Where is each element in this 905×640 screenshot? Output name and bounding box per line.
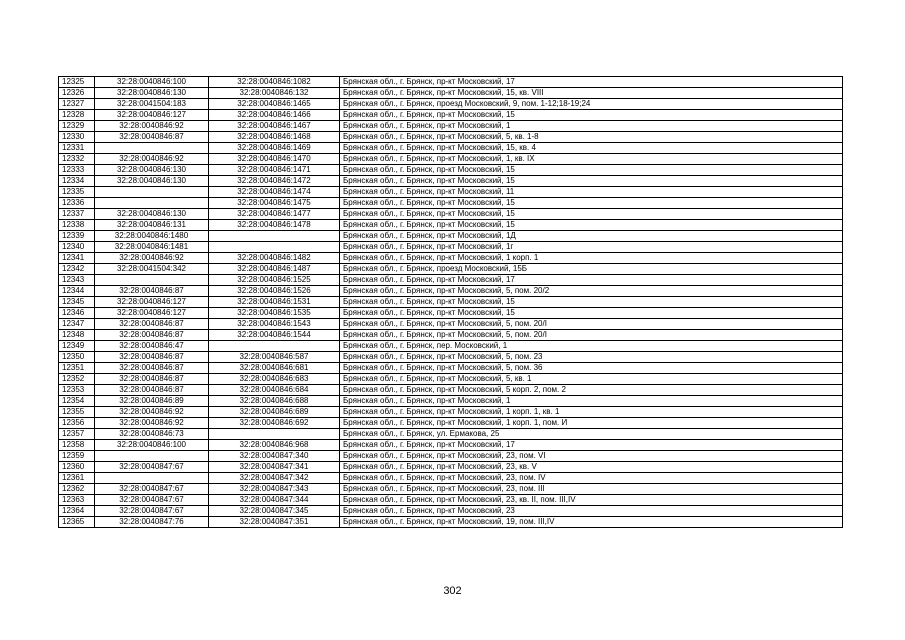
table-row	[59, 198, 843, 209]
parcel-number-cell: 32:28:0041504:342	[95, 264, 209, 275]
row-number-cell: 12345	[59, 297, 95, 308]
address-cell: Брянская обл., г. Брянск, пр-кт Московский, 23, кв. V	[340, 462, 843, 473]
address-cell: Брянская обл., г. Брянск, пр-кт Московский, 5, кв. 1-8	[340, 132, 843, 143]
table-row	[59, 385, 843, 396]
address-cell: Брянская обл., г. Брянск, пр-кт Московский, 15	[340, 209, 843, 220]
object-number-cell: 32:28:0040846:1469	[209, 143, 340, 154]
table-row	[59, 187, 843, 198]
address-cell: Брянская обл., г. Брянск, пр-кт Московский, 1	[340, 396, 843, 407]
address-cell: Брянская обл., г. Брянск, пр-кт Московский, 5, пом. 20/2	[340, 286, 843, 297]
object-number-cell: 32:28:0040846:1082	[209, 77, 340, 88]
address-cell: Брянская обл., г. Брянск, пр-кт Московский, 23, пом. III	[340, 484, 843, 495]
table-row	[59, 495, 843, 506]
parcel-number-cell: 32:28:0040846:1481	[95, 242, 209, 253]
table-row	[59, 121, 843, 132]
parcel-number-cell: 32:28:0041504:183	[95, 99, 209, 110]
address-cell: Брянская обл., г. Брянск, пр-кт Московский, 1, кв. IX	[340, 154, 843, 165]
object-number-cell: 32:28:0040846:1478	[209, 220, 340, 231]
table-row	[59, 319, 843, 330]
row-number-cell: 12348	[59, 330, 95, 341]
cadastral-table-body	[59, 77, 843, 528]
table-row	[59, 165, 843, 176]
parcel-number-cell: 32:28:0040846:73	[95, 429, 209, 440]
address-cell: Брянская обл., г. Брянск, проезд Московский, 15Б	[340, 264, 843, 275]
row-number-cell: 12326	[59, 88, 95, 99]
parcel-number-cell: 32:28:0040846:87	[95, 319, 209, 330]
address-cell: Брянская обл., г. Брянск, пр-кт Московский, 5, пом. 20/I	[340, 330, 843, 341]
address-cell: Брянская обл., г. Брянск, пр-кт Московский, 15, кв. 4	[340, 143, 843, 154]
row-number-cell: 12328	[59, 110, 95, 121]
parcel-number-cell: 32:28:0040846:47	[95, 341, 209, 352]
parcel-number-cell: 32:28:0040846:87	[95, 385, 209, 396]
address-cell: Брянская обл., г. Брянск, пр-кт Московский, 15	[340, 308, 843, 319]
parcel-number-cell: 32:28:0040846:130	[95, 165, 209, 176]
object-number-cell: 32:28:0040846:1525	[209, 275, 340, 286]
row-number-cell: 12331	[59, 143, 95, 154]
address-cell: Брянская обл., г. Брянск, пр-кт Московский, 1 корп. 1, пом. И	[340, 418, 843, 429]
address-cell: Брянская обл., г. Брянск, пр-кт Московский, 5, пом. 36	[340, 363, 843, 374]
table-row	[59, 176, 843, 187]
parcel-number-cell: 32:28:0040846:87	[95, 374, 209, 385]
row-number-cell: 12329	[59, 121, 95, 132]
object-number-cell: 32:28:0040846:1477	[209, 209, 340, 220]
parcel-number-cell: 32:28:0040846:130	[95, 176, 209, 187]
parcel-number-cell: 32:28:0040846:100	[95, 440, 209, 451]
object-number-cell: 32:28:0040846:587	[209, 352, 340, 363]
row-number-cell: 12325	[59, 77, 95, 88]
parcel-number-cell: 32:28:0040846:92	[95, 407, 209, 418]
parcel-number-cell: 32:28:0040846:89	[95, 396, 209, 407]
object-number-cell	[209, 231, 340, 242]
address-cell: Брянская обл., г. Брянск, пр-кт Московский, 15	[340, 110, 843, 121]
row-number-cell: 12333	[59, 165, 95, 176]
object-number-cell: 32:28:0040847:343	[209, 484, 340, 495]
parcel-number-cell: 32:28:0040847:76	[95, 517, 209, 528]
object-number-cell: 32:28:0040847:342	[209, 473, 340, 484]
row-number-cell: 12362	[59, 484, 95, 495]
parcel-number-cell: 32:28:0040846:92	[95, 121, 209, 132]
table-row	[59, 407, 843, 418]
page-number: 302	[443, 585, 462, 597]
parcel-number-cell: 32:28:0040846:87	[95, 363, 209, 374]
object-number-cell: 32:28:0040846:1465	[209, 99, 340, 110]
table-row	[59, 264, 843, 275]
address-cell: Брянская обл., г. Брянск, пр-кт Московский, 17	[340, 275, 843, 286]
address-cell: Брянская обл., г. Брянск, пр-кт Московский, 11	[340, 187, 843, 198]
table-row	[59, 418, 843, 429]
address-cell: Брянская обл., г. Брянск, пр-кт Московский, 5, кв. 1	[340, 374, 843, 385]
parcel-number-cell: 32:28:0040846:127	[95, 308, 209, 319]
parcel-number-cell: 32:28:0040846:1480	[95, 231, 209, 242]
table-row	[59, 99, 843, 110]
object-number-cell	[209, 242, 340, 253]
row-number-cell: 12350	[59, 352, 95, 363]
cadastral-table	[58, 76, 843, 528]
object-number-cell: 32:28:0040847:345	[209, 506, 340, 517]
parcel-number-cell: 32:28:0040847:67	[95, 462, 209, 473]
address-cell: Брянская обл., г. Брянск, пр-кт Московский, 17	[340, 440, 843, 451]
address-cell: Брянская обл., г. Брянск, пр-кт Московский, 15	[340, 165, 843, 176]
address-cell: Брянская обл., г. Брянск, пр-кт Московский, 23	[340, 506, 843, 517]
table-row	[59, 132, 843, 143]
object-number-cell: 32:28:0040846:1526	[209, 286, 340, 297]
table-row	[59, 462, 843, 473]
object-number-cell: 32:28:0040846:688	[209, 396, 340, 407]
table-row	[59, 429, 843, 440]
object-number-cell	[209, 341, 340, 352]
row-number-cell: 12359	[59, 451, 95, 462]
address-cell: Брянская обл., г. Брянск, пр-кт Московский, 15	[340, 176, 843, 187]
table-row	[59, 506, 843, 517]
row-number-cell: 12354	[59, 396, 95, 407]
address-cell: Брянская обл., г. Брянск, пр-кт Московский, 1Д	[340, 231, 843, 242]
table-row	[59, 363, 843, 374]
object-number-cell: 32:28:0040846:1544	[209, 330, 340, 341]
object-number-cell: 32:28:0040847:351	[209, 517, 340, 528]
object-number-cell: 32:28:0040846:1471	[209, 165, 340, 176]
object-number-cell	[209, 429, 340, 440]
table-row	[59, 275, 843, 286]
row-number-cell: 12336	[59, 198, 95, 209]
table-row	[59, 220, 843, 231]
table-row	[59, 308, 843, 319]
parcel-number-cell	[95, 198, 209, 209]
row-number-cell: 12351	[59, 363, 95, 374]
table-row	[59, 341, 843, 352]
object-number-cell: 32:28:0040846:1531	[209, 297, 340, 308]
table-row	[59, 154, 843, 165]
table-row	[59, 231, 843, 242]
table-row	[59, 209, 843, 220]
address-cell: Брянская обл., г. Брянск, пр-кт Московский, 1	[340, 121, 843, 132]
parcel-number-cell: 32:28:0040846:130	[95, 88, 209, 99]
parcel-number-cell: 32:28:0040846:92	[95, 154, 209, 165]
row-number-cell: 12344	[59, 286, 95, 297]
row-number-cell: 12332	[59, 154, 95, 165]
object-number-cell: 32:28:0040846:1468	[209, 132, 340, 143]
table-row	[59, 451, 843, 462]
address-cell: Брянская обл., г. Брянск, пр-кт Московский, 1 корп. 1, кв. 1	[340, 407, 843, 418]
parcel-number-cell: 32:28:0040846:92	[95, 418, 209, 429]
parcel-number-cell: 32:28:0040846:92	[95, 253, 209, 264]
parcel-number-cell	[95, 187, 209, 198]
object-number-cell: 32:28:0040847:340	[209, 451, 340, 462]
address-cell: Брянская обл., г. Брянск, пр-кт Московский, 1г	[340, 242, 843, 253]
parcel-number-cell: 32:28:0040847:67	[95, 484, 209, 495]
table-row	[59, 374, 843, 385]
address-cell: Брянская обл., г. Брянск, пр-кт Московский, 15	[340, 297, 843, 308]
row-number-cell: 12334	[59, 176, 95, 187]
row-number-cell: 12349	[59, 341, 95, 352]
parcel-number-cell: 32:28:0040846:131	[95, 220, 209, 231]
object-number-cell: 32:28:0040846:1543	[209, 319, 340, 330]
address-cell: Брянская обл., г. Брянск, пр-кт Московский, 19, пом. III,IV	[340, 517, 843, 528]
object-number-cell: 32:28:0040846:1474	[209, 187, 340, 198]
parcel-number-cell: 32:28:0040846:87	[95, 132, 209, 143]
table-row	[59, 110, 843, 121]
row-number-cell: 12364	[59, 506, 95, 517]
table-row	[59, 330, 843, 341]
parcel-number-cell: 32:28:0040846:100	[95, 77, 209, 88]
object-number-cell: 32:28:0040846:1475	[209, 198, 340, 209]
parcel-number-cell	[95, 451, 209, 462]
address-cell: Брянская обл., г. Брянск, пр-кт Московский, 15	[340, 198, 843, 209]
object-number-cell: 32:28:0040846:681	[209, 363, 340, 374]
table-row	[59, 440, 843, 451]
object-number-cell: 32:28:0040847:341	[209, 462, 340, 473]
row-number-cell: 12343	[59, 275, 95, 286]
row-number-cell: 12360	[59, 462, 95, 473]
object-number-cell: 32:28:0040846:1466	[209, 110, 340, 121]
row-number-cell: 12339	[59, 231, 95, 242]
object-number-cell: 32:28:0040846:1482	[209, 253, 340, 264]
table-row	[59, 286, 843, 297]
row-number-cell: 12330	[59, 132, 95, 143]
parcel-number-cell	[95, 275, 209, 286]
address-cell: Брянская обл., г. Брянск, пр-кт Московский, 5, пом. 20/I	[340, 319, 843, 330]
row-number-cell: 12355	[59, 407, 95, 418]
object-number-cell: 32:28:0040846:1472	[209, 176, 340, 187]
parcel-number-cell	[95, 143, 209, 154]
parcel-number-cell: 32:28:0040847:67	[95, 506, 209, 517]
table-row	[59, 473, 843, 484]
object-number-cell: 32:28:0040846:968	[209, 440, 340, 451]
row-number-cell: 12335	[59, 187, 95, 198]
row-number-cell: 12365	[59, 517, 95, 528]
object-number-cell: 32:28:0040846:684	[209, 385, 340, 396]
row-number-cell: 12338	[59, 220, 95, 231]
address-cell: Брянская обл., г. Брянск, пр-кт Московский, 5, пом. 23	[340, 352, 843, 363]
address-cell: Брянская обл., г. Брянск, пр-кт Московский, 23, пом. VI	[340, 451, 843, 462]
parcel-number-cell: 32:28:0040846:87	[95, 286, 209, 297]
address-cell: Брянская обл., г. Брянск, пер. Московский, 1	[340, 341, 843, 352]
row-number-cell: 12346	[59, 308, 95, 319]
table-row	[59, 242, 843, 253]
parcel-number-cell: 32:28:0040846:87	[95, 330, 209, 341]
row-number-cell: 12340	[59, 242, 95, 253]
table-row	[59, 88, 843, 99]
table-row	[59, 352, 843, 363]
row-number-cell: 12342	[59, 264, 95, 275]
object-number-cell: 32:28:0040846:132	[209, 88, 340, 99]
row-number-cell: 12357	[59, 429, 95, 440]
table-row	[59, 297, 843, 308]
table-row	[59, 484, 843, 495]
address-cell: Брянская обл., г. Брянск, ул. Ермакова, 25	[340, 429, 843, 440]
table-row	[59, 253, 843, 264]
row-number-cell: 12363	[59, 495, 95, 506]
address-cell: Брянская обл., г. Брянск, пр-кт Московский, 1 корп. 1	[340, 253, 843, 264]
address-cell: Брянская обл., г. Брянск, проезд Московский, 9, пом. 1-12;18-19;24	[340, 99, 843, 110]
table-row	[59, 143, 843, 154]
address-cell: Брянская обл., г. Брянск, пр-кт Московский, 17	[340, 77, 843, 88]
parcel-number-cell	[95, 473, 209, 484]
object-number-cell: 32:28:0040846:692	[209, 418, 340, 429]
row-number-cell: 12352	[59, 374, 95, 385]
object-number-cell: 32:28:0040846:689	[209, 407, 340, 418]
address-cell: Брянская обл., г. Брянск, пр-кт Московский, 5 корп. 2, пом. 2	[340, 385, 843, 396]
parcel-number-cell: 32:28:0040847:67	[95, 495, 209, 506]
row-number-cell: 12337	[59, 209, 95, 220]
object-number-cell: 32:28:0040846:1487	[209, 264, 340, 275]
address-cell: Брянская обл., г. Брянск, пр-кт Московский, 23, кв. II, пом. III,IV	[340, 495, 843, 506]
parcel-number-cell: 32:28:0040846:127	[95, 297, 209, 308]
row-number-cell: 12327	[59, 99, 95, 110]
address-cell: Брянская обл., г. Брянск, пр-кт Московский, 15, кв. VIII	[340, 88, 843, 99]
object-number-cell: 32:28:0040846:1535	[209, 308, 340, 319]
parcel-number-cell: 32:28:0040846:87	[95, 352, 209, 363]
object-number-cell: 32:28:0040846:1470	[209, 154, 340, 165]
row-number-cell: 12358	[59, 440, 95, 451]
object-number-cell: 32:28:0040846:1467	[209, 121, 340, 132]
row-number-cell: 12361	[59, 473, 95, 484]
parcel-number-cell: 32:28:0040846:130	[95, 209, 209, 220]
row-number-cell: 12353	[59, 385, 95, 396]
address-cell: Брянская обл., г. Брянск, пр-кт Московский, 23, пом. IV	[340, 473, 843, 484]
table-row	[59, 77, 843, 88]
row-number-cell: 12356	[59, 418, 95, 429]
object-number-cell: 32:28:0040847:344	[209, 495, 340, 506]
table-row	[59, 396, 843, 407]
address-cell: Брянская обл., г. Брянск, пр-кт Московский, 15	[340, 220, 843, 231]
row-number-cell: 12347	[59, 319, 95, 330]
row-number-cell: 12341	[59, 253, 95, 264]
parcel-number-cell: 32:28:0040846:127	[95, 110, 209, 121]
table-row	[59, 517, 843, 528]
object-number-cell: 32:28:0040846:683	[209, 374, 340, 385]
